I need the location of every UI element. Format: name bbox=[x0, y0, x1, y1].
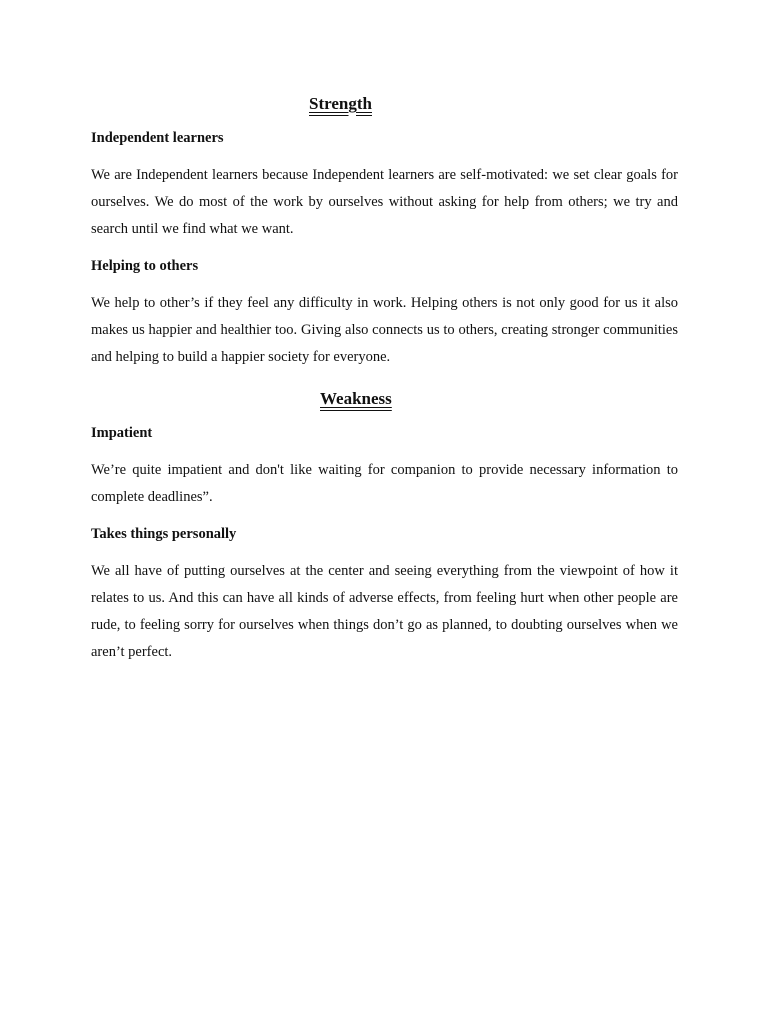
document-content bbox=[91, 90, 678, 666]
heading-independent-learners: Independent learners bbox=[91, 130, 224, 146]
heading-helping-to-others: Helping to others bbox=[91, 258, 199, 274]
strength-title: Strength bbox=[309, 94, 372, 113]
paragraph-takes-things-personally: We all have of putting ourselves at the center and seeing everything from the viewpoint of how it relates to us. And this can have all kinds of adverse effects, from feeling hurt when other people are rude, to feeling sorry for ourselves when things don’t go as planned, to doubting ourselves when we aren’t perfect. bbox=[91, 563, 678, 660]
heading-impatient: Impatient bbox=[91, 425, 153, 441]
paragraph-impatient: We’re quite impatient and don't like waiting for companion to provide necessary information to complete deadlines”. bbox=[91, 462, 678, 505]
weakness-title: Weakness bbox=[320, 389, 392, 408]
heading-takes-things-personally: Takes things personally bbox=[91, 526, 237, 542]
paragraph-independent-learners: We are Independent learners because Independent learners are self-motivated: we set clear goals for ourselves. We do most of the work by ourselves without asking for help from others; we try and search until we find what we want. bbox=[91, 167, 678, 237]
paragraph-helping-to-others: We help to other’s if they feel any difficulty in work. Helping others is not only good for us it also makes us happier and healthier too. Giving also connects us to others, creating stronger communities and helping to build a happier society for everyone. bbox=[91, 295, 678, 365]
